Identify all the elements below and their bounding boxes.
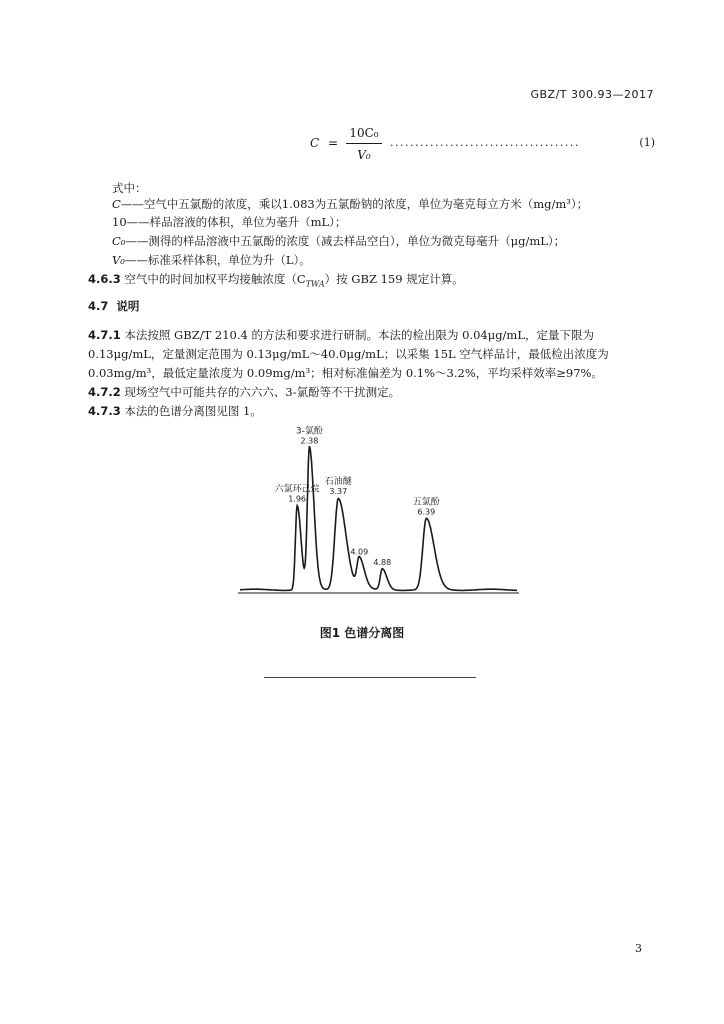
peak-name-label: 石油醚 (324, 477, 352, 487)
section-4-7-2 (88, 384, 400, 400)
peak-time-label: 6.39 (417, 507, 436, 517)
where-symbol: C₀ (112, 234, 126, 248)
formula-lhs: C (310, 136, 320, 150)
where-desc: ——样品溶液的体积，单位为毫升（mL）； (126, 215, 347, 229)
where-symbol: 10 (112, 215, 127, 229)
formula-denominator: V₀ (357, 148, 371, 162)
where-item (112, 233, 565, 249)
formula-numerator: 10C₀ (349, 126, 379, 140)
where-desc: ——测得的样品溶液中五氯酚的浓度（减去样品空白），单位为微克每毫升（μg/mL）； (125, 234, 566, 248)
where-symbol: C (112, 197, 121, 211)
section-number: 4.7.2 (88, 385, 121, 399)
section-4-7-1-line1 (88, 327, 594, 343)
section-text-tail: ）按 GBZ 159 规定计算。 (324, 272, 464, 286)
section-number: 4.7 (88, 299, 109, 313)
page-number: 3 (635, 942, 642, 955)
end-of-document-line (264, 677, 476, 678)
where-symbol: V₀ (112, 253, 125, 267)
peak-name-label: 3-氯酚 (295, 426, 323, 437)
where-item (112, 252, 311, 268)
formula-leader-dots: ...................................... (390, 136, 580, 149)
formula-equals: = (328, 136, 339, 150)
figure-caption: 图1 色谱分离图 (319, 626, 405, 640)
section-text: 空气中的时间加权平均接触浓度（C (124, 272, 306, 286)
formula-fraction (344, 124, 384, 164)
chromatogram-trace (240, 447, 517, 591)
section-number: 4.6.3 (88, 272, 121, 286)
standard-number: GBZ/T 300.93—2017 (530, 88, 654, 101)
where-desc: ——标准采样体积，单位为升（L）。 (124, 253, 311, 267)
section-text: 本法的色谱分离图见图 1。 (124, 404, 262, 418)
section-4-7-heading (88, 298, 139, 314)
where-item (112, 214, 346, 230)
peak-time-label: 4.88 (373, 558, 392, 568)
peak-time-label: 4.09 (350, 547, 369, 557)
where-item (112, 196, 588, 212)
peak-time-label: 2.38 (300, 436, 319, 446)
where-desc: ——空气中五氯酚的浓度，乘以1.083为五氯酚钠的浓度，单位为毫克每立方米（mg/m³）； (120, 197, 589, 211)
where-intro: 式中： (112, 181, 147, 195)
twa-subscript: TWA (305, 279, 325, 289)
chromatogram-chart (225, 426, 525, 602)
section-text: 本法按照 GBZ/T 210.4 的方法和要求进行研制。本法的检出限为 0.04μg/mL，定量下限为 (124, 328, 594, 342)
formula-1 (310, 124, 655, 168)
section-4-7-3 (88, 403, 262, 419)
section-title: 说明 (116, 299, 140, 313)
peak-time-label: 1.96 (288, 494, 307, 504)
formula-number: (1) (639, 136, 655, 149)
peak-name-label: 六氯环己烷 (274, 484, 320, 495)
section-number: 4.7.1 (88, 328, 121, 342)
section-text: 现场空气中可能共存的六六六、3-氯酚等不干扰测定。 (124, 385, 401, 399)
section-4-6-3 (88, 271, 464, 292)
peak-name-label: 五氯酚 (412, 497, 440, 508)
section-number: 4.7.3 (88, 404, 121, 418)
fraction-bar (346, 143, 382, 144)
chromatogram-figure (225, 426, 525, 602)
section-4-7-1-line3: 0.03mg/m³，最低定量浓度为 0.09mg/m³；相对标准偏差为 0.1%～3.2%，平均采样效率≥97%。 (88, 366, 603, 380)
section-4-7-1-line2: 0.13μg/mL，定量测定范围为 0.13μg/mL～40.0μg/mL；以采集 15L 空气样品计，最低检出浓度为 (88, 347, 609, 361)
peak-time-label: 3.37 (329, 487, 348, 496)
